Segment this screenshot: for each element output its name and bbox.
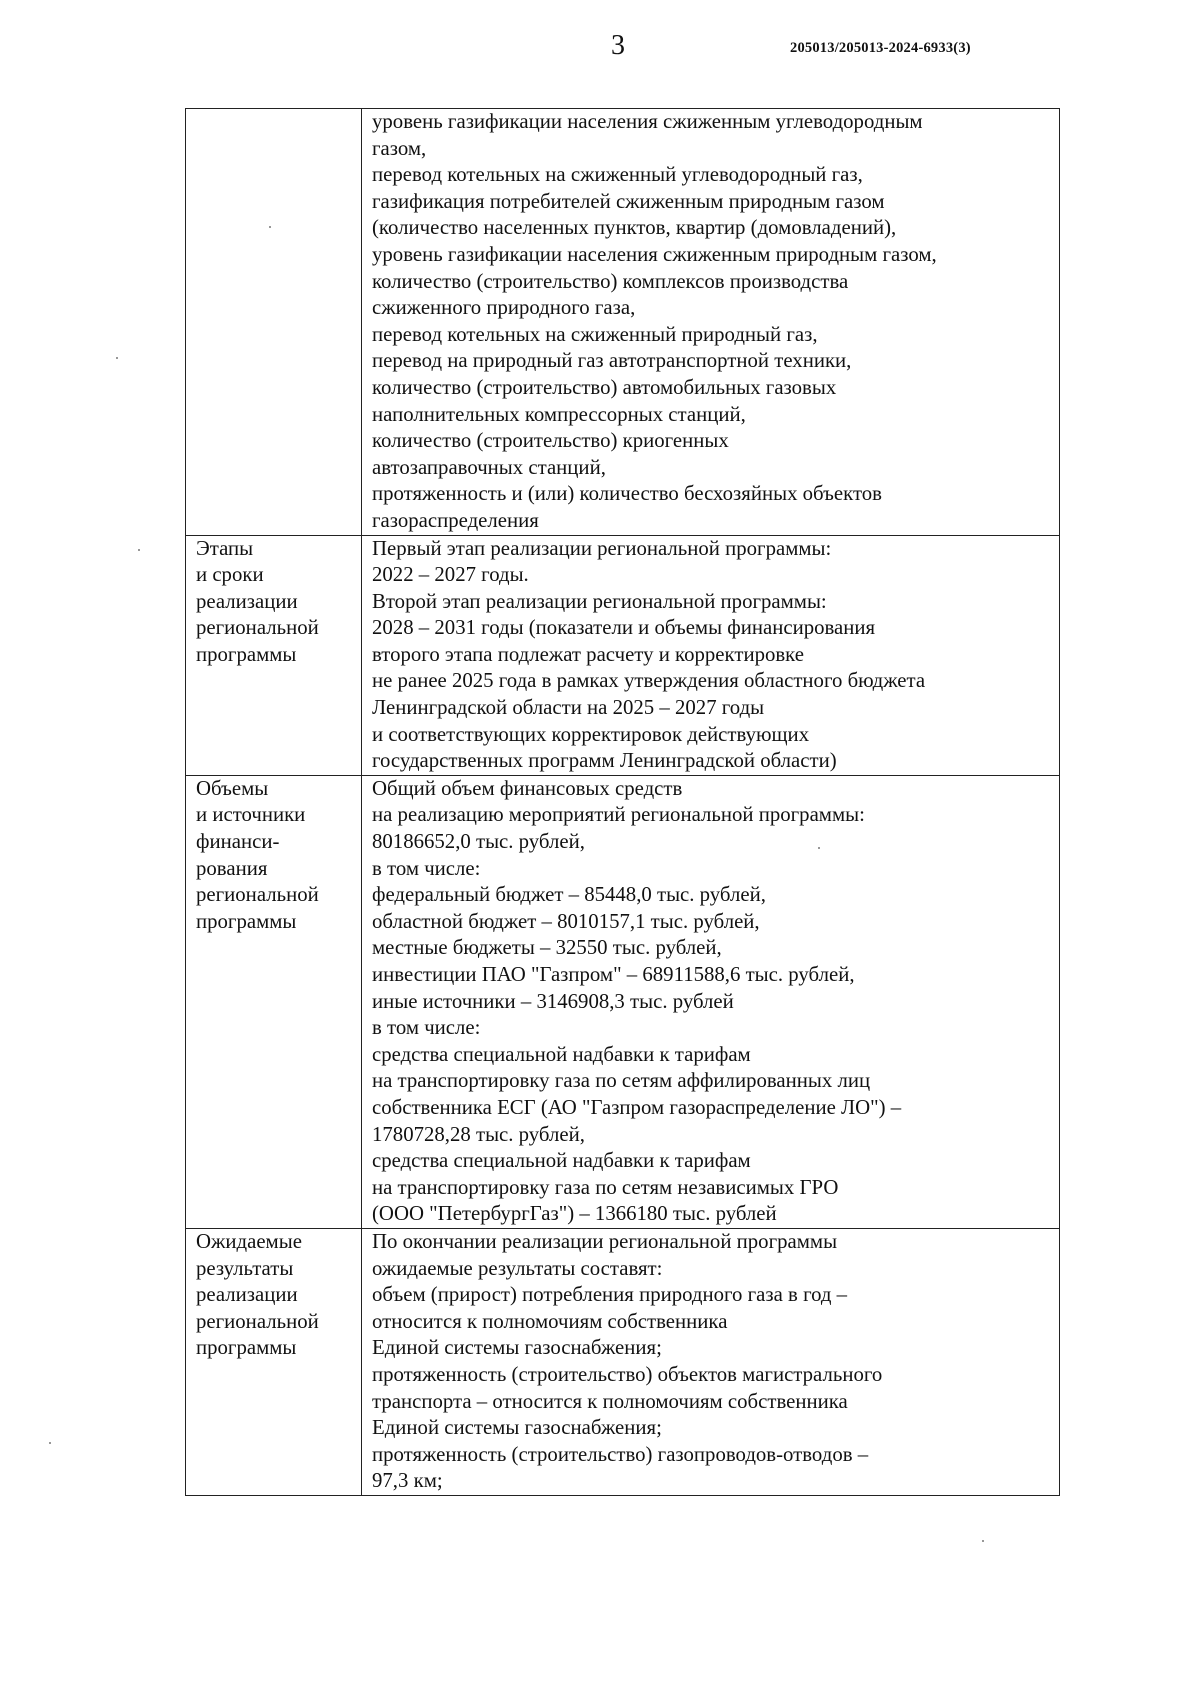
value-line: в том числе: bbox=[372, 856, 481, 880]
value-line: 1780728,28 тыс. рублей, bbox=[372, 1122, 585, 1146]
value-line: второго этапа подлежат расчету и корректировке bbox=[372, 642, 805, 666]
label-line: региональной bbox=[196, 1309, 319, 1333]
scan-speck bbox=[818, 847, 820, 849]
value-line: 97,3 км; bbox=[372, 1469, 443, 1493]
label-line: Этапы bbox=[196, 536, 254, 560]
value-line: сжиженного природного газа, bbox=[372, 296, 636, 320]
scan-speck bbox=[116, 357, 118, 359]
label-line: и сроки bbox=[196, 563, 264, 587]
value-line: уровень газификации населения сжиженным углеводородным bbox=[372, 110, 923, 133]
row-value bbox=[362, 536, 1059, 775]
value-line: По окончании реализации региональной программы bbox=[372, 1229, 838, 1253]
value-line: наполнительных компрессорных станций, bbox=[372, 402, 746, 426]
label-line: реализации bbox=[196, 1283, 298, 1307]
value-line: газораспределения bbox=[372, 508, 539, 532]
row-value bbox=[362, 1229, 1059, 1495]
value-line: Общий объем финансовых средств bbox=[372, 776, 683, 800]
label-line: реализации bbox=[196, 589, 298, 613]
value-line: газификация потребителей сжиженным природным газом bbox=[372, 189, 885, 213]
value-line: (количество населенных пунктов, квартир (домовладений), bbox=[372, 216, 897, 240]
table-row bbox=[186, 1228, 1060, 1495]
table-row bbox=[186, 535, 1060, 775]
label-line: финанси- bbox=[196, 830, 280, 854]
page-number: 3 bbox=[611, 30, 625, 61]
row-value-cell bbox=[362, 109, 1060, 536]
label-line: региональной bbox=[196, 616, 319, 640]
label-line: результаты bbox=[196, 1256, 294, 1280]
value-line: государственных программ Ленинградской области) bbox=[372, 749, 837, 773]
value-line: иные источники – 3146908,3 тыс. рублей bbox=[372, 989, 734, 1013]
label-line: и источники bbox=[196, 803, 306, 827]
value-line: 80186652,0 тыс. рублей, bbox=[372, 830, 585, 854]
value-line: протяженность и (или) количество бесхозяйных объектов bbox=[372, 482, 882, 506]
row-value-cell bbox=[362, 1228, 1060, 1495]
value-line: количество (строительство) автомобильных газовых bbox=[372, 375, 837, 399]
scan-speck bbox=[269, 226, 271, 228]
program-passport-table bbox=[185, 108, 1060, 1496]
value-line: Первый этап реализации региональной программы: bbox=[372, 536, 832, 560]
value-line: 2022 – 2027 годы. bbox=[372, 563, 529, 587]
row-value bbox=[362, 109, 1059, 535]
value-line: количество (строительство) комплексов производства bbox=[372, 269, 849, 293]
value-line: собственника ЕСГ (АО "Газпром газораспределение ЛО") – bbox=[372, 1095, 902, 1119]
value-line: ожидаемые результаты составят: bbox=[372, 1256, 663, 1280]
table-row bbox=[186, 109, 1060, 536]
label-line: программы bbox=[196, 909, 297, 933]
row-label-cell bbox=[186, 535, 362, 775]
row-label-cell bbox=[186, 1228, 362, 1495]
value-line: количество (строительство) криогенных bbox=[372, 429, 729, 453]
row-value-cell bbox=[362, 535, 1060, 775]
value-line: федеральный бюджет – 85448,0 тыс. рублей, bbox=[372, 883, 766, 907]
value-line: местные бюджеты – 32550 тыс. рублей, bbox=[372, 936, 722, 960]
value-line: Ленинградской области на 2025 – 2027 годы bbox=[372, 696, 765, 720]
scan-speck bbox=[982, 1540, 984, 1542]
value-line: объем (прирост) потребления природного газа в год – bbox=[372, 1283, 848, 1307]
table-row bbox=[186, 775, 1060, 1228]
value-line: автозаправочных станций, bbox=[372, 455, 606, 479]
value-line: средства специальной надбавки к тарифам bbox=[372, 1042, 751, 1066]
value-line: не ранее 2025 года в рамках утверждения областного бюджета bbox=[372, 669, 926, 693]
row-label-cell bbox=[186, 109, 362, 536]
value-line: протяженность (строительство) объектов магистрального bbox=[372, 1362, 883, 1386]
row-label-cell bbox=[186, 775, 362, 1228]
value-line: инвестиции ПАО "Газпром" – 68911588,6 тыс. рублей, bbox=[372, 963, 855, 986]
label-line: рования bbox=[196, 856, 268, 880]
row-label bbox=[186, 776, 361, 936]
value-line: уровень газификации населения сжиженным природным газом, bbox=[372, 242, 937, 266]
value-line: 2028 – 2031 годы (показатели и объемы финансирования bbox=[372, 616, 876, 640]
value-line: перевод котельных на сжиженный природный газ, bbox=[372, 322, 818, 346]
scan-speck bbox=[138, 549, 140, 551]
table-body bbox=[186, 109, 1060, 1496]
label-line: Объемы bbox=[196, 776, 269, 800]
value-line: на транспортировку газа по сетям независимых ГРО bbox=[372, 1175, 839, 1199]
value-line: на реализацию мероприятий региональной программы: bbox=[372, 803, 865, 827]
value-line: на транспортировку газа по сетям аффилированных лиц bbox=[372, 1069, 871, 1093]
value-line: Единой системы газоснабжения; bbox=[372, 1416, 662, 1440]
value-line: и соответствующих корректировок действующих bbox=[372, 722, 810, 746]
value-line: Второй этап реализации региональной программы: bbox=[372, 589, 827, 613]
label-line: Ожидаемые bbox=[196, 1229, 302, 1253]
row-value-cell bbox=[362, 775, 1060, 1228]
row-label bbox=[186, 1229, 361, 1362]
row-label bbox=[186, 536, 361, 669]
value-line: перевод на природный газ автотранспортной техники, bbox=[372, 349, 852, 373]
label-line: программы bbox=[196, 1336, 297, 1360]
value-line: (ООО "ПетербургГаз") – 1366180 тыс. рублей bbox=[372, 1202, 777, 1226]
label-line: программы bbox=[196, 642, 297, 666]
row-value bbox=[362, 776, 1059, 1228]
value-line: в том числе: bbox=[372, 1016, 481, 1040]
value-line: относится к полномочиям собственника bbox=[372, 1309, 728, 1333]
value-line: транспорта – относится к полномочиям собственника bbox=[372, 1389, 848, 1413]
value-line: газом, bbox=[372, 136, 427, 160]
value-line: областной бюджет – 8010157,1 тыс. рублей, bbox=[372, 909, 760, 933]
document-number: 205013/205013-2024-6933(3) bbox=[790, 40, 971, 56]
value-line: средства специальной надбавки к тарифам bbox=[372, 1149, 751, 1173]
value-line: Единой системы газоснабжения; bbox=[372, 1336, 662, 1360]
value-line: протяженность (строительство) газопроводов-отводов – bbox=[372, 1442, 869, 1466]
label-line: региональной bbox=[196, 883, 319, 907]
scan-speck bbox=[49, 1442, 51, 1444]
value-line: перевод котельных на сжиженный углеводородный газ, bbox=[372, 163, 863, 187]
